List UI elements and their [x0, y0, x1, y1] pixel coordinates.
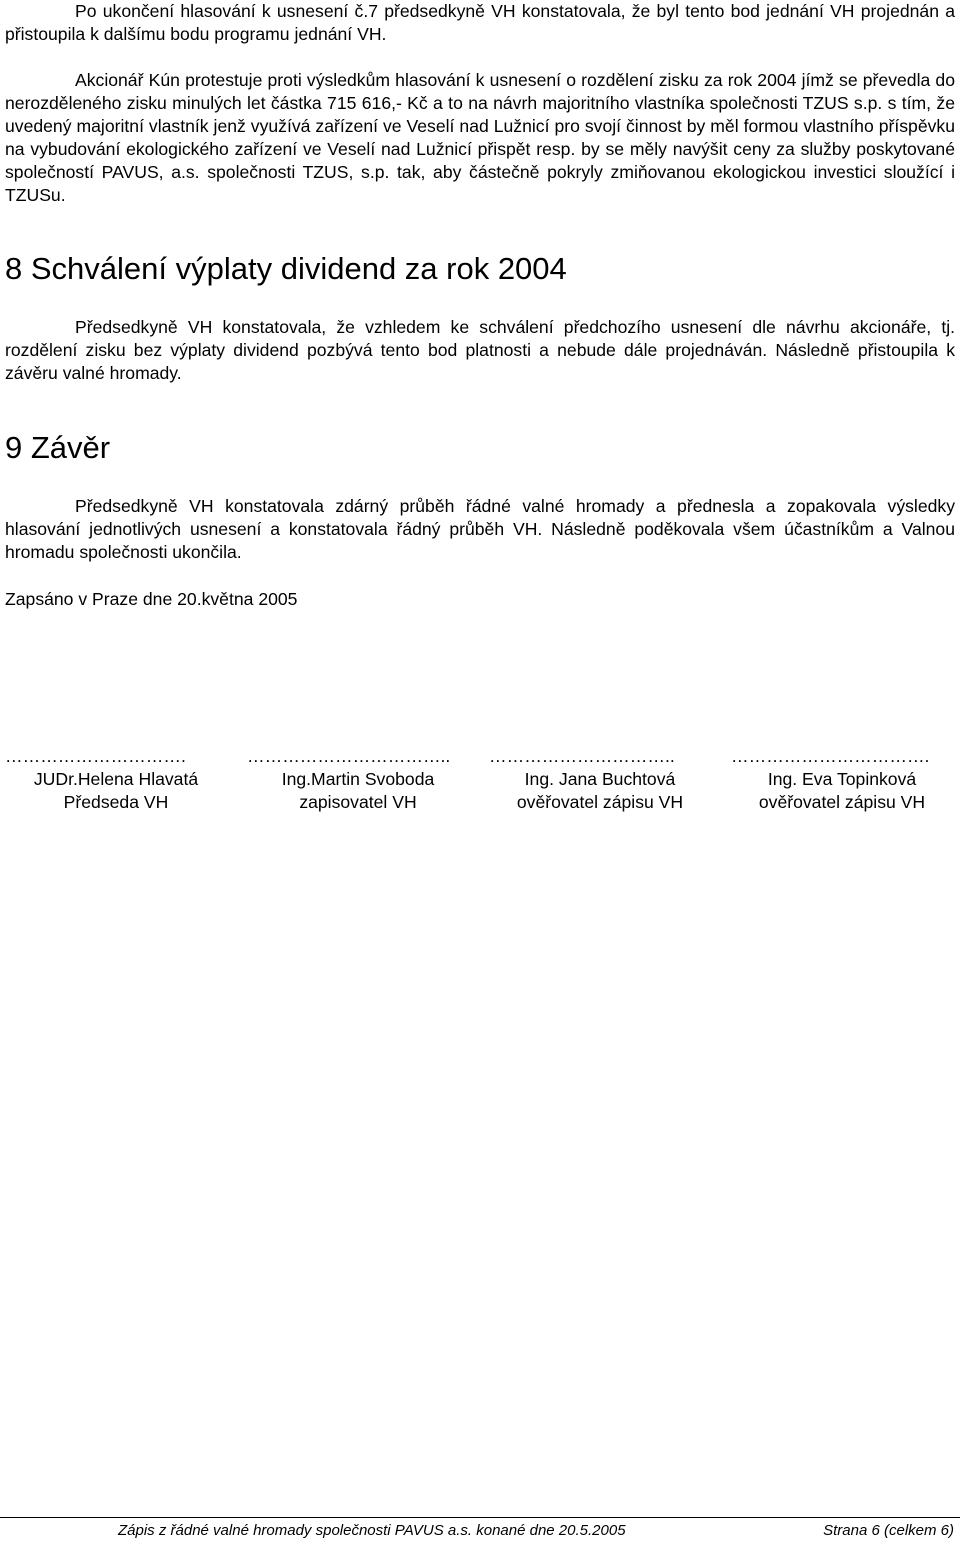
signatory-name: Ing.Martin Svoboda	[281, 769, 435, 789]
section-8-body: Předsedkyně VH konstatovala, že vzhledem ke schválení předchozího usnesení dle návrhu akcionáře, tj. rozdělení zisku bez výplaty dividend pozbývá tento bod platnosti a nebude dále projednáván. Následně přistoupila k závěru valné hromady.	[5, 317, 955, 383]
footer-document-title: Zápis z řádné valné hromady společnosti PAVUS a.s. konané dne 20.5.2005	[118, 1522, 626, 1539]
recorded-place-date: Zapsáno v Praze dne 20.května 2005	[5, 589, 298, 609]
signature-chair	[5, 745, 227, 814]
signature-line: ……………………………..	[247, 746, 451, 766]
signature-verifier-2	[731, 745, 953, 814]
signature-recorder	[247, 745, 469, 814]
signatory-role: Předseda VH	[63, 792, 169, 812]
signatory-role: ověřovatel zápisu VH	[758, 792, 926, 812]
signatory-role: ověřovatel zápisu VH	[516, 792, 684, 812]
paragraph-shareholder-protest: Akcionář Kún protestuje proti výsledkům hlasování k usnesení o rozdělení zisku za rok 2004 jímž se převedla do nerozděleného zisku minulých let částka 715 616,- Kč a to na návrh majoritního vlastníka společnosti TZUS s.p. s tím, že uvedený majoritní vlastník jenž využívá zařízení ve Veselí nad Lužnicí pro svojí činnost by měl formou vlastního příspěvku na vybudování ekologického zařízení ve Veselí nad Lužnicí přispět resp. by se měly navýšit ceny za služby poskytované společností PAVUS, a.s. společnosti TZUS, s.p. tak, aby částečně pokryly zmiňovanou ekologickou investici sloužící i TZUSu.	[5, 70, 955, 205]
signature-verifier-1	[489, 745, 711, 814]
section-9-heading: 9 Závěr	[5, 430, 111, 465]
signatory-name: Ing. Eva Topinková	[767, 769, 917, 789]
signatory-name: Ing. Jana Buchtová	[524, 769, 676, 789]
signature-line: ………………………….	[5, 746, 186, 766]
section-8-heading: 8 Schválení výplaty dividend za rok 2004	[5, 251, 567, 286]
signature-line: …………………………..	[489, 746, 675, 766]
section-9-body: Předsedkyně VH konstatovala zdárný průběh řádné valné hromady a přednesla a zopakovala výsledky hlasování jednotlivých usnesení a konstatovala řádný průběh VH. Následně poděkovala všem účastníkům a Valnou hromadu společnosti ukončila.	[5, 496, 955, 562]
paragraph-voting-conclusion: Po ukončení hlasování k usnesení č.7 předsedkyně VH konstatovala, že byl tento bod jednání VH projednán a přistoupila k dalšímu bodu programu jednání VH.	[5, 1, 955, 44]
signature-line: …………………………….	[731, 746, 930, 766]
signatory-role: zapisovatel VH	[299, 792, 417, 812]
signatory-name: JUDr.Helena Hlavatá	[33, 769, 199, 789]
page-footer	[0, 1511, 960, 1541]
footer-divider	[0, 1517, 960, 1518]
footer-page-number: Strana 6 (celkem 6)	[823, 1522, 954, 1539]
